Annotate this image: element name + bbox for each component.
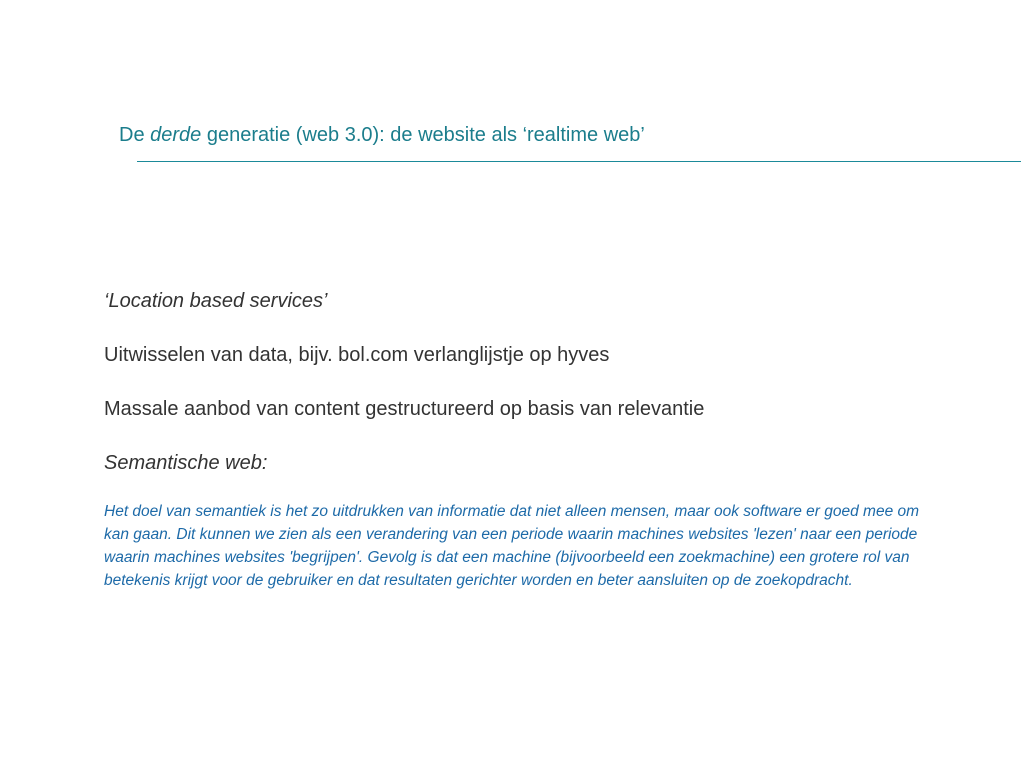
- title-underline: [137, 161, 1021, 162]
- title-suffix: generatie (web 3.0): de website als ‘realtime web’: [201, 124, 645, 146]
- bullet-data-exchange: Uitwisselen van data, bijv. bol.com verlanglijstje op hyves: [104, 344, 610, 366]
- title-emphasis: derde: [150, 124, 202, 146]
- bullet-content-relevance: Massale aanbod van content gestructureerd op basis van relevantie: [104, 398, 705, 420]
- bullet-semantic-web: Semantische web:: [104, 452, 268, 474]
- bullet-list: [104, 288, 1004, 504]
- slide-title: [119, 124, 645, 147]
- semantic-web-description: Het doel van semantiek is het zo uitdrukken van informatie dat niet alleen mensen, maar ook software er goed mee om kan gaan. Dit kunnen we zien als een verandering van een periode waarin machines websites 'lezen' naar een periode waarin machines websites 'begrijpen'. Gevolg is dat een machine (bijvoorbeeld een zoekmachine) een grotere rol van betekenis krijgt voor de gebruiker en dat resultaten gerichter worden en beter aansluiten op de zoekopdracht.: [104, 503, 920, 589]
- bullet-location-services: ‘Location based services’: [104, 290, 328, 312]
- title-prefix: De: [119, 124, 151, 146]
